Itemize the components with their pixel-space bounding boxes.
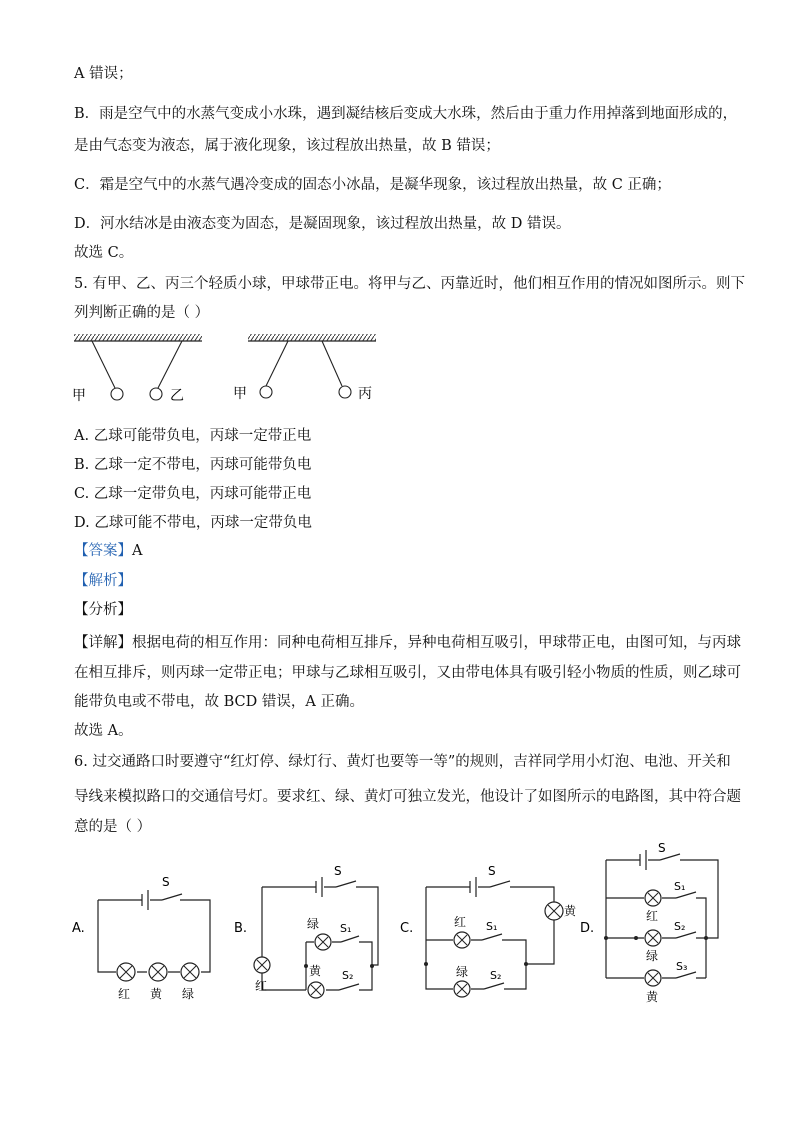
q4-conclusion: 故选 C。 bbox=[74, 245, 134, 261]
detail-tag: 【详解】 bbox=[74, 635, 132, 651]
q5-conclusion: 故选 A。 bbox=[74, 723, 133, 739]
circuit-b bbox=[232, 862, 392, 1012]
circuit-a-red: 红 bbox=[118, 987, 131, 1001]
circuit-b-s1: S₁ bbox=[340, 922, 352, 935]
q5-answer bbox=[74, 541, 142, 561]
q4-option-b-line1: B．雨是空气中的水蒸气变成小水珠，遇到凝结核后变成大水珠，然后由于重力作用掉落到地面形成的， bbox=[74, 106, 738, 122]
circuit-d-green: 绿 bbox=[646, 949, 659, 963]
q5-label-jia-left: 甲 bbox=[72, 388, 86, 404]
q5-ball-jia-right bbox=[260, 386, 272, 398]
circuit-b-s2: S₂ bbox=[342, 969, 354, 982]
q5-analysis-tag: 【解析】 bbox=[74, 573, 132, 589]
circuit-d-s1: S₁ bbox=[674, 880, 686, 893]
q4-option-a-verdict: A 错误； bbox=[74, 66, 133, 82]
circuit-a-s: S bbox=[162, 875, 170, 889]
circuit-a-green: 绿 bbox=[182, 987, 195, 1001]
circuit-c-yellow: 黄 bbox=[564, 904, 577, 918]
circuit-c-letter: C. bbox=[400, 921, 414, 936]
circuit-c-red: 红 bbox=[454, 915, 467, 929]
q5-option-a: A. 乙球可能带负电，丙球一定带正电 bbox=[74, 428, 312, 444]
circuit-a bbox=[70, 860, 220, 1010]
q5-detail-line2: 在相互排斥，则丙球一定带正电；甲球与乙球相互吸引，又由带电体具有吸引轻小物质的性质，则乙球可 bbox=[74, 665, 741, 681]
q5-stem-line2: 列判断正确的是（ ） bbox=[74, 305, 210, 321]
circuit-a-letter: A. bbox=[72, 921, 85, 936]
q5-label-yi: 乙 bbox=[170, 388, 184, 404]
detail-text-1: 根据电荷的相互作用：同种电荷相互排斥，异种电荷相互吸引，甲球带正电，由图可知，与丙球 bbox=[132, 635, 741, 651]
q5-support-right bbox=[248, 334, 376, 341]
q5-detail-line3: 能带负电或不带电，故 BCD 错误，A 正确。 bbox=[74, 694, 364, 710]
circuit-a-yellow: 黄 bbox=[150, 987, 163, 1001]
circuit-d-red: 红 bbox=[646, 909, 659, 923]
q5-label-jia-right: 甲 bbox=[233, 386, 247, 402]
q5-fenxi-tag: 【分析】 bbox=[74, 602, 132, 618]
circuit-d-s2: S₂ bbox=[674, 920, 686, 933]
q6-stem-line1: 6. 过交通路口时要遵守“红灯停、绿灯行、黄灯也要等一等”的规则，吉祥同学用小灯泡、电池、开关和 bbox=[74, 754, 731, 770]
q5-label-bing: 丙 bbox=[358, 386, 372, 402]
circuit-d-s3: S₃ bbox=[676, 960, 688, 973]
answer-value: A bbox=[132, 543, 143, 559]
circuit-b-s: S bbox=[334, 864, 342, 878]
circuit-c-green: 绿 bbox=[456, 965, 469, 979]
circuit-d-yellow: 黄 bbox=[646, 990, 659, 1004]
circuit-c bbox=[398, 862, 578, 1012]
circuit-b-letter: B. bbox=[234, 921, 248, 936]
q5-support-left bbox=[74, 334, 202, 341]
q4-option-b-line2: 是由气态变为液态，属于液化现象，该过程放出热量，故 B 错误； bbox=[74, 138, 500, 154]
q5-ball-jia-left bbox=[111, 388, 123, 400]
q4-option-d: D．河水结冰是由液态变为固态，是凝固现象，该过程放出热量，故 D 错误。 bbox=[74, 216, 571, 232]
circuit-b-yellow: 黄 bbox=[309, 964, 322, 978]
q6-stem-line2: 导线来模拟路口的交通信号灯。要求红、绿、黄灯可独立发光，他设计了如图所示的电路图，其中符合题 bbox=[74, 789, 741, 805]
q6-stem-line3: 意的是（ ） bbox=[74, 819, 152, 835]
circuit-d-letter: D. bbox=[580, 921, 595, 936]
circuit-b-green: 绿 bbox=[307, 917, 320, 931]
circuit-c-s1: S₁ bbox=[486, 920, 498, 933]
q4-option-c: C．霜是空气中的水蒸气遇冷变成的固态小冰晶，是凝华现象，该过程放出热量，故 C 正确； bbox=[74, 177, 671, 193]
circuit-d-s: S bbox=[658, 841, 666, 855]
q5-ball-bing bbox=[339, 386, 351, 398]
q5-option-c: C. 乙球一定带负电，丙球可能带正电 bbox=[74, 486, 312, 502]
q5-detail-line1 bbox=[74, 633, 741, 653]
answer-tag: 【答案】 bbox=[74, 543, 132, 559]
q5-stem-line1: 5. 有甲、乙、丙三个轻质小球，甲球带正电。将甲与乙、丙靠近时，他们相互作用的情况如图所示。则下 bbox=[74, 276, 745, 292]
circuit-b-red: 红 bbox=[255, 979, 268, 993]
q5-option-d: D. 乙球可能不带电，丙球一定带负电 bbox=[74, 515, 312, 531]
circuit-c-s: S bbox=[488, 864, 496, 878]
q5-ball-yi bbox=[150, 388, 162, 400]
q5-option-b: B. 乙球一定不带电，丙球可能带负电 bbox=[74, 457, 312, 473]
q5-figure bbox=[70, 330, 390, 410]
circuit-d bbox=[578, 841, 728, 1008]
circuit-c-s2: S₂ bbox=[490, 969, 502, 982]
